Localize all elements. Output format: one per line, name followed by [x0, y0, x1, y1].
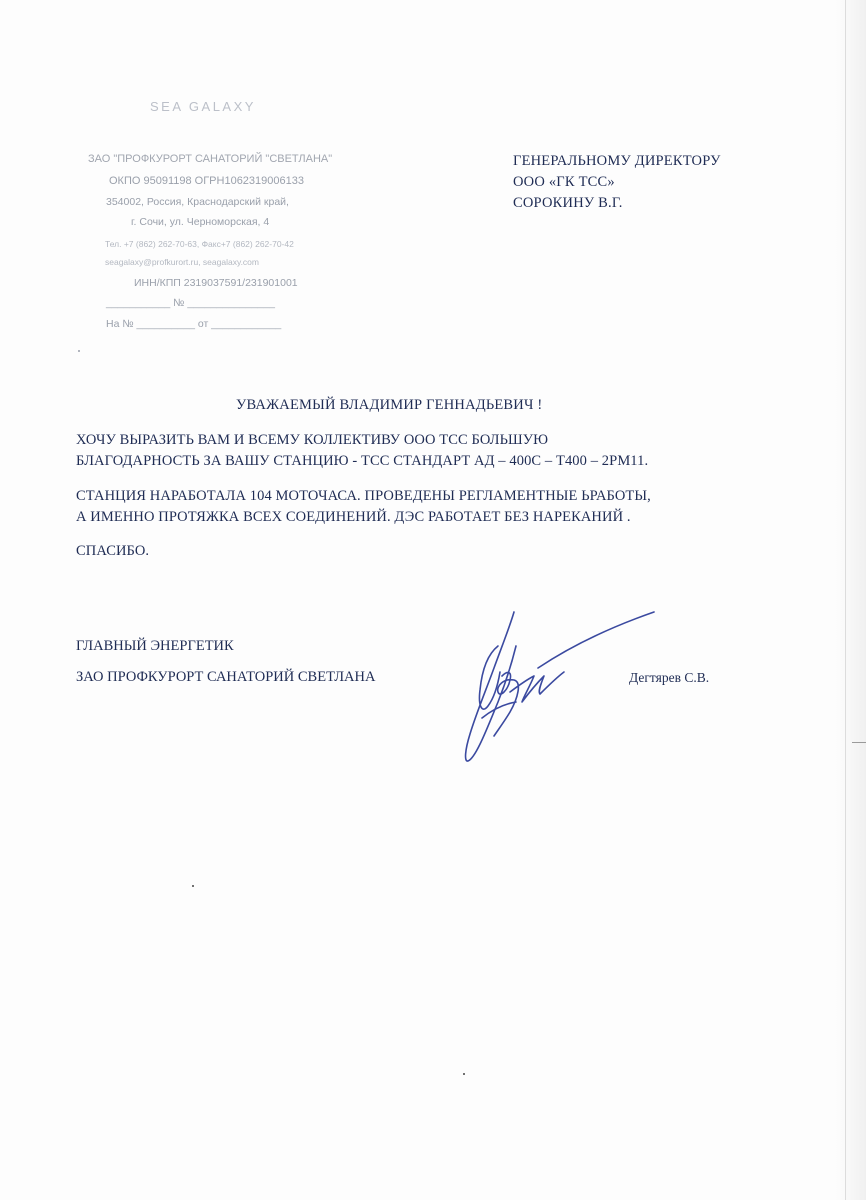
scan-speck	[192, 885, 194, 887]
closing-thanks: СПАСИБО.	[76, 543, 150, 559]
paragraph-line: СТАНЦИЯ НАРАБОТАЛА 104 МОТОЧАСА. ПРОВЕДЕНЫ РЕГЛАМЕНТНЫЕ ЬРАБОТЫ,	[76, 488, 651, 504]
scan-speck	[463, 1073, 465, 1075]
paragraph-line: ХОЧУ ВЫРАЗИТЬ ВАМ И ВСЕМУ КОЛЛЕКТИВУ ООО ТСС БОЛЬШУЮ	[76, 432, 549, 448]
company-logo: SEA GALAXY	[150, 99, 256, 114]
paragraph-line: А ИМЕННО ПРОТЯЖКА ВСЕХ СОЕДИНЕНИЙ. ДЭС РАБОТАЕТ БЕЗ НАРЕКАНИЙ .	[76, 509, 631, 525]
scan-edge-line	[845, 0, 846, 1200]
letterhead-dot	[78, 350, 80, 352]
salutation: УВАЖАЕМЫЙ ВЛАДИМИР ГЕННАДЬЕВИЧ !	[236, 397, 543, 413]
letterhead-address-2: г. Сочи, ул. Черноморская, 4	[131, 216, 270, 228]
letterhead-phones: Тел. +7 (862) 262-70-63, Факс+7 (862) 262-70-42	[105, 239, 294, 249]
letterhead-outgoing-number: ___________ № _______________	[106, 297, 275, 309]
scan-edge-tick	[852, 742, 866, 743]
letterhead-company: ЗАО "ПРОФКУРОРТ САНАТОРИЙ "СВЕТЛАНА"	[88, 153, 333, 165]
letterhead-inn: ИНН/КПП 2319037591/231901001	[134, 277, 298, 289]
signer-position: ГЛАВНЫЙ ЭНЕРГЕТИК	[76, 638, 234, 654]
letterhead-reference-number: На № __________ от ____________	[106, 318, 282, 330]
letterhead-codes: ОКПО 95091198 ОГРН1062319006133	[109, 175, 304, 187]
paragraph-maintenance	[76, 486, 651, 528]
addressee-title: ГЕНЕРАЛЬНОМУ ДИРЕКТОРУ	[513, 153, 721, 169]
signer-organization: ЗАО ПРОФКУРОРТ САНАТОРИЙ СВЕТЛАНА	[76, 669, 376, 685]
handwritten-signature	[458, 606, 668, 771]
letterhead-address-1: 354002, Россия, Краснодарский край,	[106, 196, 289, 208]
addressee-block	[513, 151, 721, 214]
paragraph-gratitude	[76, 430, 648, 472]
addressee-name: СОРОКИНУ В.Г.	[513, 195, 623, 211]
paragraph-line: БЛАГОДАРНОСТЬ ЗА ВАШУ СТАНЦИЮ - ТСС СТАНДАРТ АД – 400С – Т400 – 2РМ11.	[76, 453, 649, 469]
scan-edge-shadow	[836, 0, 866, 1200]
addressee-company: ООО «ГК ТСС»	[513, 174, 615, 190]
signer-name: Дегтярев С.В.	[629, 670, 710, 685]
letterhead-emails: seagalaxy@profkurort.ru, seagalaxy.com	[105, 257, 259, 267]
